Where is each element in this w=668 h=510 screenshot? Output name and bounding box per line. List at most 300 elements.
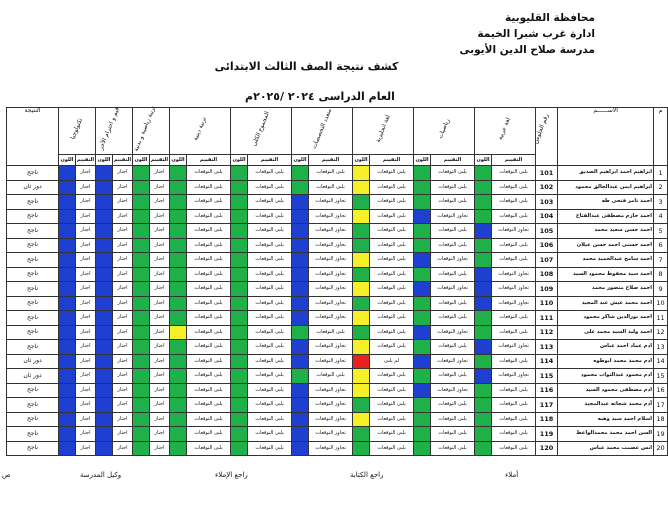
color-cell [133,398,150,413]
grade-cell: يلبى التوقعات [309,325,353,340]
grade-cell: تجاوز التوقعات [309,209,353,224]
grade-cell: اجتاز [113,180,133,195]
color-cell [353,224,370,239]
color-cell [133,209,150,224]
grade-cell: يلبى التوقعات [187,296,231,311]
color-cell [231,354,248,369]
grade-cell: تجاوز التوقعات [309,340,353,355]
seat-number: 118 [536,412,558,427]
result-cell: ناجح [7,398,59,413]
color-cell [414,325,431,340]
color-cell [231,340,248,355]
grade-cell: يلبى التوقعات [248,412,292,427]
grade-cell: اجتاز [150,166,170,181]
seat-number: 119 [536,427,558,442]
color-cell [170,224,187,239]
grade-cell: يلبى التوقعات [187,180,231,195]
color-cell [231,325,248,340]
student-name: احمد تامر فتحى طه [558,195,654,210]
grade-cell: اجتاز [113,398,133,413]
seat-number: 115 [536,369,558,384]
color-cell [170,427,187,442]
student-name: ادم مصطفى محمود السيد [558,383,654,398]
grade-cell: تجاوز التوقعات [309,427,353,442]
color-cell [59,383,76,398]
color-cell [133,195,150,210]
color-cell [414,282,431,297]
color-cell [475,369,492,384]
col-name: الاســــــم [558,108,654,166]
grade-cell: اجتاز [150,383,170,398]
student-name: احمد سامح عبدالحميد محمد [558,253,654,268]
grade-cell: اجتاز [76,180,96,195]
grade-cell: يلبى التوقعات [309,166,353,181]
row-index: 11 [654,311,668,326]
color-cell [231,282,248,297]
grade-cell: يلبى التوقعات [431,441,475,456]
report-title: كشف نتيجة الصف الثالث الابتدائى [214,60,399,73]
grade-cell: يلبى التوقعات [370,441,414,456]
seat-number: 113 [536,340,558,355]
grade-cell: يلبى التوقعات [492,238,536,253]
grade-cell: اجتاز [150,282,170,297]
color-cell [353,180,370,195]
color-cell [231,267,248,282]
student-name: السن احمد محمد محمدالواعظ [558,427,654,442]
grade-cell: تجاوز التوقعات [492,282,536,297]
grade-cell: يلبى التوقعات [248,354,292,369]
col-subject-9: تكنولوجيا [59,108,96,155]
grade-cell: تجاوز التوقعات [309,412,353,427]
color-cell [170,166,187,181]
color-cell [475,209,492,224]
color-cell [96,311,113,326]
col-seat: رقم الجلوس [536,108,558,166]
grade-cell: اجتاز [113,383,133,398]
color-cell [414,412,431,427]
color-cell [96,267,113,282]
grade-cell: يلبى التوقعات [431,398,475,413]
result-cell: ناجح [7,311,59,326]
color-cell [475,195,492,210]
grade-cell: يلبى التوقعات [187,325,231,340]
color-cell [96,398,113,413]
color-cell [133,180,150,195]
color-cell [170,311,187,326]
color-cell [414,340,431,355]
grade-cell: تجاوز التوقعات [431,383,475,398]
color-cell [353,209,370,224]
color-cell [231,224,248,239]
grade-cell: اجتاز [76,398,96,413]
color-cell [353,311,370,326]
grade-cell: يلبى التوقعات [492,427,536,442]
seat-number: 104 [536,209,558,224]
color-cell [475,180,492,195]
color-cell [170,398,187,413]
seat-number: 105 [536,224,558,239]
sub-color-7: اللون [133,155,150,166]
color-cell [96,354,113,369]
grade-cell: يلبى التوقعات [431,296,475,311]
grade-cell: اجتاز [113,412,133,427]
grade-cell: تجاوز التوقعات [309,398,353,413]
color-cell [353,166,370,181]
seat-number: 112 [536,325,558,340]
color-cell [414,296,431,311]
grade-cell: تجاوز التوقعات [309,296,353,311]
grade-cell: اجتاز [113,354,133,369]
color-cell [292,282,309,297]
grade-cell: يلبى التوقعات [492,180,536,195]
grade-cell: يلبى التوقعات [248,398,292,413]
color-cell [59,412,76,427]
grade-cell: يلبى التوقعات [187,427,231,442]
result-cell: ناجح [7,325,59,340]
color-cell [475,166,492,181]
school-name: مدرسة صلاح الدين الأيوبى [459,44,595,56]
sub-color-3: اللون [353,155,370,166]
color-cell [353,340,370,355]
sub-grade-2: التقييم [431,155,475,166]
color-cell [353,427,370,442]
color-cell [231,441,248,456]
table-row [7,325,668,340]
sub-color-6: اللون [170,155,187,166]
grade-cell: اجتاز [113,253,133,268]
seat-number: 117 [536,398,558,413]
grade-cell: اجتاز [150,325,170,340]
color-cell [96,195,113,210]
col-subject-6: تربية دينية [170,108,231,155]
grade-cell: يلبى التوقعات [492,166,536,181]
grade-cell: اجتاز [113,311,133,326]
grade-cell: اجتاز [150,267,170,282]
color-cell [353,383,370,398]
result-cell: ناجح [7,412,59,427]
color-cell [414,369,431,384]
color-cell [59,441,76,456]
color-cell [231,383,248,398]
grade-cell: يلبى التوقعات [370,398,414,413]
grade-cell: يلبى التوقعات [431,238,475,253]
color-cell [170,296,187,311]
seat-number: 103 [536,195,558,210]
color-cell [353,398,370,413]
sub-grade-5: التقييم [248,155,292,166]
grade-cell: يلبى التوقعات [309,180,353,195]
result-cell: ناجح [7,238,59,253]
color-cell [133,311,150,326]
student-name: ادم عماد احمد عباس [558,340,654,355]
student-name: احمد وليد السيد محمد على [558,325,654,340]
color-cell [231,369,248,384]
color-cell [414,238,431,253]
color-cell [133,253,150,268]
color-cell [231,253,248,268]
grade-cell: تجاوز التوقعات [431,282,475,297]
table-row [7,267,668,282]
color-cell [292,383,309,398]
color-cell [133,354,150,369]
color-cell [59,311,76,326]
color-cell [414,180,431,195]
student-name: ادم محمود عبدالتواب محمود [558,369,654,384]
grade-cell: اجتاز [76,441,96,456]
grade-cell: اجتاز [113,166,133,181]
grade-cell: يلبى التوقعات [187,267,231,282]
grade-cell: يلبى التوقعات [370,340,414,355]
color-cell [475,296,492,311]
grade-cell: اجتاز [76,195,96,210]
row-index: 8 [654,267,668,282]
color-cell [292,195,309,210]
grade-cell: تجاوز التوقعات [492,340,536,355]
sub-color-9: اللون [59,155,76,166]
grade-cell: يلبى التوقعات [370,369,414,384]
row-index: 20 [654,441,668,456]
color-cell [133,412,150,427]
result-cell: ناجح [7,209,59,224]
grade-cell: يلبى التوقعات [248,311,292,326]
grade-cell: يلبى التوقعات [431,369,475,384]
seat-number: 106 [536,238,558,253]
results-table [6,107,668,456]
student-name: ابراهيم ايمن عبدالخالق محمود [558,180,654,195]
grade-cell: يلبى التوقعات [370,180,414,195]
color-cell [96,441,113,456]
color-cell [292,412,309,427]
color-cell [170,369,187,384]
grade-cell: يلبى التوقعات [309,369,353,384]
color-cell [414,311,431,326]
grade-cell: اجتاز [150,354,170,369]
color-cell [59,325,76,340]
grade-cell: يلبى التوقعات [431,180,475,195]
grade-cell: تجاوز التوقعات [431,253,475,268]
grade-cell: يلبى التوقعات [492,325,536,340]
grade-cell: يلبى التوقعات [370,253,414,268]
grade-cell: تجاوز التوقعات [309,354,353,369]
grade-cell: اجتاز [76,412,96,427]
table-row [7,166,668,181]
grade-cell: يلبى التوقعات [248,383,292,398]
color-cell [59,209,76,224]
color-cell [231,209,248,224]
result-cell: ناجح [7,383,59,398]
grade-cell: تجاوز التوقعات [492,296,536,311]
color-cell [292,325,309,340]
grade-cell: تجاوز التوقعات [431,325,475,340]
grade-cell: اجتاز [113,282,133,297]
grade-cell: يلبى التوقعات [431,267,475,282]
grade-cell: اجتاز [113,441,133,456]
grade-cell: اجتاز [150,296,170,311]
grade-cell: اجتاز [150,427,170,442]
grade-cell: يلبى التوقعات [187,354,231,369]
grade-cell: اجتاز [76,354,96,369]
grade-cell: يلبى التوقعات [248,253,292,268]
color-cell [96,238,113,253]
grade-cell: يلبى التوقعات [248,180,292,195]
color-cell [292,267,309,282]
row-index: 2 [654,180,668,195]
color-cell [353,238,370,253]
color-cell [59,166,76,181]
color-cell [133,325,150,340]
seat-number: 108 [536,267,558,282]
grade-cell: يلبى التوقعات [431,340,475,355]
color-cell [96,166,113,181]
color-cell [292,354,309,369]
grade-cell: يلبى التوقعات [187,412,231,427]
footer-extra: ص [2,471,11,479]
grade-cell: يلبى التوقعات [370,325,414,340]
color-cell [59,296,76,311]
grade-cell: يلبى التوقعات [187,209,231,224]
color-cell [414,354,431,369]
grade-cell: تجاوز التوقعات [309,441,353,456]
col-subject-8: قيم و احترام الآخر [96,108,133,155]
seat-number: 110 [536,296,558,311]
col-result: النتيجة [7,108,59,166]
result-cell: ناجح [7,166,59,181]
color-cell [475,427,492,442]
table-row [7,398,668,413]
color-cell [231,412,248,427]
grade-cell: اجتاز [76,166,96,181]
color-cell [170,267,187,282]
grade-cell: تجاوز التوقعات [309,195,353,210]
color-cell [133,282,150,297]
grade-cell: يلبى التوقعات [187,369,231,384]
grade-cell: يلبى التوقعات [187,282,231,297]
color-cell [353,253,370,268]
color-cell [59,224,76,239]
row-index: 1 [654,166,668,181]
color-cell [59,369,76,384]
student-name: انس عصمت محمد عباس [558,441,654,456]
color-cell [475,224,492,239]
grade-cell: يلبى التوقعات [187,441,231,456]
grade-cell: تجاوز التوقعات [492,267,536,282]
color-cell [59,180,76,195]
grade-cell: تجاوز التوقعات [492,224,536,239]
grade-cell: اجتاز [150,398,170,413]
student-name: احمد محمد عيش عبد المجيد [558,296,654,311]
color-cell [133,238,150,253]
color-cell [475,398,492,413]
color-cell [170,282,187,297]
result-cell: ناجح [7,296,59,311]
color-cell [353,267,370,282]
color-cell [292,296,309,311]
sub-color-5: اللون [231,155,248,166]
grade-cell: اجتاز [113,209,133,224]
color-cell [133,369,150,384]
color-cell [231,195,248,210]
student-name: احمد صلاح منصور محمد [558,282,654,297]
table-row [7,209,668,224]
row-index: 3 [654,195,668,210]
color-cell [59,340,76,355]
grade-cell: اجتاز [113,238,133,253]
grade-cell: يلبى التوقعات [370,166,414,181]
row-index: 7 [654,253,668,268]
grade-cell: اجتاز [150,340,170,355]
grade-cell: اجتاز [113,369,133,384]
grade-cell: اجتاز [150,180,170,195]
color-cell [414,195,431,210]
grade-cell: يلبى التوقعات [431,427,475,442]
grade-cell: اجتاز [150,224,170,239]
col-subject-2: رياضيات [414,108,475,155]
color-cell [353,282,370,297]
color-cell [96,340,113,355]
color-cell [475,311,492,326]
grade-cell: يلبى التوقعات [248,282,292,297]
color-cell [353,325,370,340]
row-index: 13 [654,340,668,355]
footer-dictation: أملاء [505,471,519,479]
grade-cell: يلبى التوقعات [187,398,231,413]
student-name: آدم محمد شحاته عبدالمجيد [558,398,654,413]
grade-cell: يلبى التوقعات [248,267,292,282]
color-cell [475,340,492,355]
grade-cell: اجتاز [113,195,133,210]
color-cell [292,209,309,224]
color-cell [133,296,150,311]
color-cell [292,398,309,413]
color-cell [414,441,431,456]
color-cell [353,441,370,456]
color-cell [231,296,248,311]
color-cell [475,253,492,268]
color-cell [170,354,187,369]
row-index: 10 [654,296,668,311]
grade-cell: اجتاز [113,296,133,311]
row-index: 14 [654,354,668,369]
result-cell: ناجح [7,427,59,442]
sub-grade-9: التقييم [76,155,96,166]
color-cell [353,195,370,210]
color-cell [231,427,248,442]
grade-cell: يلبى التوقعات [370,296,414,311]
grade-cell: تجاوز التوقعات [309,224,353,239]
grade-cell: اجتاز [113,224,133,239]
color-cell [292,166,309,181]
student-name: احمد نورالدين شاكر محمود [558,311,654,326]
academic-year: العام الدراسى ٢٠٢٤ /٢٠٢٥م [245,90,395,103]
grade-cell: يلبى التوقعات [248,340,292,355]
row-index: 18 [654,412,668,427]
table-row [7,238,668,253]
color-cell [292,311,309,326]
grade-cell: تجاوز التوقعات [492,369,536,384]
grade-cell: اجتاز [150,412,170,427]
color-cell [170,253,187,268]
grade-cell: يلبى التوقعات [370,209,414,224]
color-cell [96,412,113,427]
student-name: ادم محمد محمد ابوطوه [558,354,654,369]
grade-cell: يلبى التوقعات [370,311,414,326]
seat-number: 101 [536,166,558,181]
color-cell [292,180,309,195]
grade-cell: اجتاز [76,296,96,311]
table-row [7,383,668,398]
table-row [7,369,668,384]
grade-cell: اجتاز [76,253,96,268]
